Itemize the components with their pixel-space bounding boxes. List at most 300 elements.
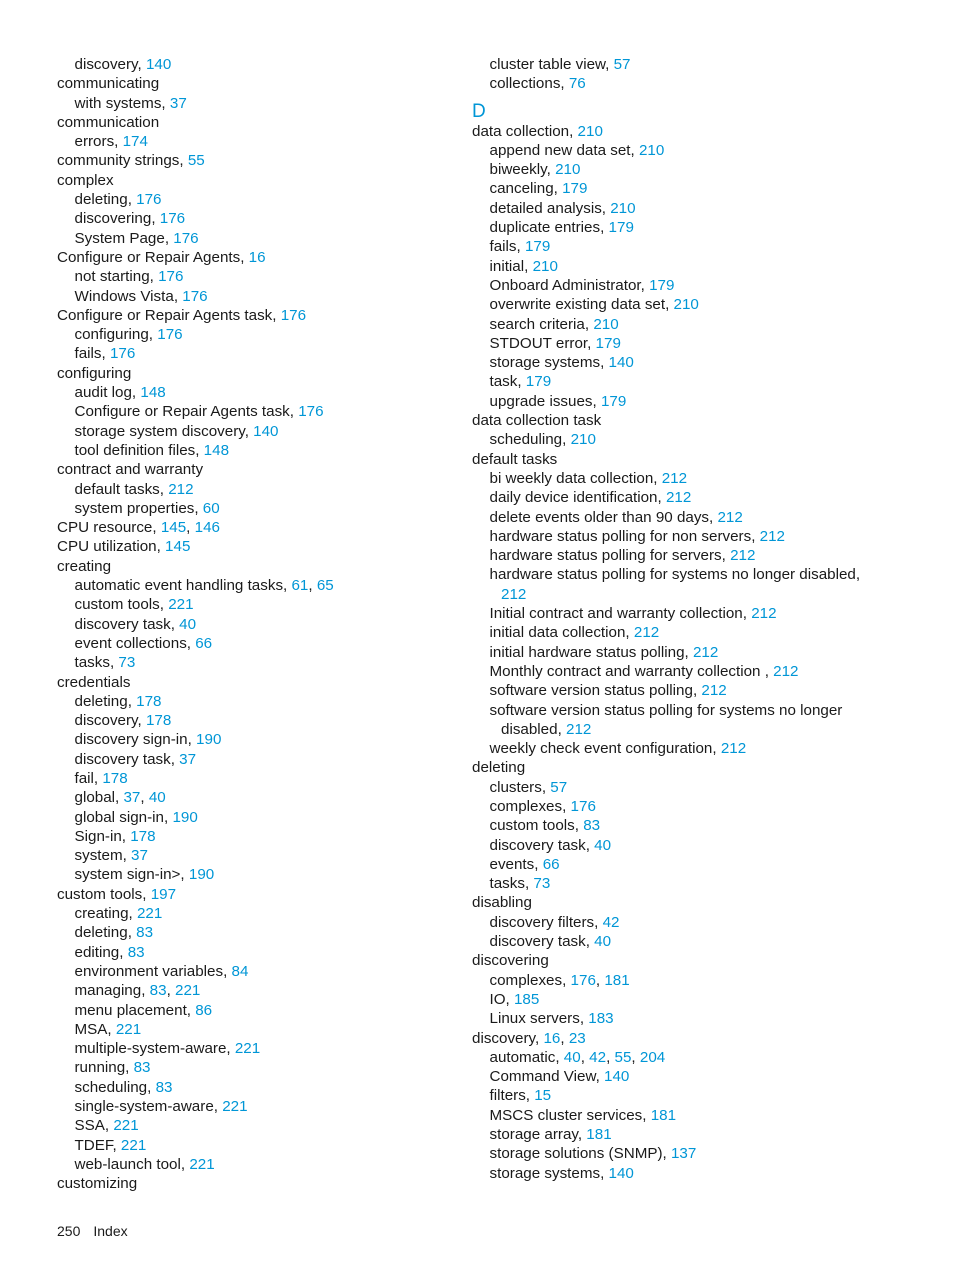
- index-subentry: [472, 1106, 892, 1125]
- page-link[interactable]: 16: [248, 248, 266, 266]
- index-subentry: [57, 653, 477, 672]
- page-link[interactable]: 40: [563, 1048, 581, 1066]
- page-link[interactable]: 179: [595, 334, 621, 352]
- page-link[interactable]: 212: [751, 605, 777, 623]
- page-link[interactable]: 146: [194, 519, 220, 537]
- index-term: software version status polling,: [489, 682, 702, 700]
- index-term: hardware status polling for servers,: [489, 547, 731, 565]
- index-term: discovery filters,: [489, 913, 603, 931]
- index-subentry: [472, 836, 892, 855]
- page-link[interactable]: 176: [570, 971, 596, 989]
- index-term: STDOUT error,: [489, 334, 596, 352]
- index-term: storage array,: [489, 1126, 587, 1144]
- index-term: Linux servers,: [489, 1010, 589, 1028]
- page-link[interactable]: 210: [570, 431, 596, 449]
- index-subentry: [57, 962, 477, 981]
- page-link[interactable]: 37: [169, 94, 187, 112]
- page-link[interactable]: 137: [670, 1145, 697, 1163]
- index-term: system,: [74, 847, 132, 865]
- index-term: errors,: [74, 133, 123, 151]
- index-subentry: [57, 499, 477, 518]
- index-subentry: [57, 943, 477, 962]
- index-term: scheduling,: [489, 431, 571, 449]
- section-letter-text: D: [472, 100, 486, 122]
- index-term: data collection task: [472, 412, 602, 430]
- index-term: Configure or Repair Agents,: [57, 248, 249, 266]
- index-entry: CPU resource, 145, 146: [57, 519, 220, 537]
- index-term: configuring: [57, 364, 132, 382]
- page-link[interactable]: 179: [608, 219, 634, 237]
- page-link[interactable]: 176: [173, 229, 199, 247]
- index-subentry: [472, 604, 892, 623]
- page-link[interactable]: 210: [610, 199, 636, 217]
- index-subentry: [57, 615, 477, 634]
- index-term: fails,: [74, 345, 110, 363]
- page-link[interactable]: 83: [583, 817, 601, 835]
- index-term: automatic,: [489, 1048, 564, 1066]
- index-term: discovery task,: [74, 615, 180, 633]
- index-subentry: [57, 1039, 477, 1058]
- index-term: append new data set,: [489, 141, 639, 159]
- page-link[interactable]: 176: [159, 210, 186, 228]
- index-term: Monthly contract and warranty collection ,: [489, 662, 774, 680]
- index-term: managing,: [74, 982, 150, 1000]
- page-link[interactable]: 176: [157, 326, 183, 344]
- page-link[interactable]: 212: [701, 682, 727, 700]
- index-term: running,: [74, 1059, 134, 1077]
- index-subentry: [57, 865, 477, 884]
- index-subentry: [57, 383, 477, 402]
- index-term: deleting,: [74, 191, 137, 209]
- index-term: clusters,: [489, 778, 551, 796]
- index-term: configuring,: [74, 326, 158, 344]
- index-entry: [57, 557, 477, 576]
- index-subentry: [472, 353, 892, 372]
- index-subentry: [57, 1020, 477, 1039]
- index-subentry: [472, 276, 892, 295]
- index-subentry: [57, 923, 477, 942]
- index-term: system sign-in>,: [74, 866, 189, 884]
- index-term: Configure or Repair Agents task,: [57, 306, 281, 324]
- index-subentry: [472, 199, 892, 218]
- page-link[interactable]: 84: [231, 962, 249, 980]
- page-link[interactable]: 61: [291, 577, 309, 595]
- page-link[interactable]: 210: [638, 141, 665, 159]
- index-subentry: [472, 565, 892, 584]
- page-link[interactable]: 15: [534, 1087, 552, 1105]
- index-term: complexes,: [489, 797, 571, 815]
- index-column-right: [472, 55, 892, 1183]
- index-term: discovering,: [74, 210, 160, 228]
- index-subentry: [472, 1144, 892, 1163]
- page-link[interactable]: 212: [717, 508, 743, 526]
- page-link[interactable]: 42: [589, 1048, 607, 1066]
- index-term: discovery,: [74, 56, 146, 73]
- index-entry: [472, 411, 892, 430]
- page-link[interactable]: 140: [145, 56, 172, 73]
- index-subentry: [472, 488, 892, 507]
- index-subentry: global, 37, 40: [74, 789, 166, 807]
- page-link[interactable]: 57: [613, 56, 631, 73]
- index-subentry: [57, 904, 477, 923]
- page-link[interactable]: 183: [588, 1010, 614, 1028]
- index-entry: [57, 673, 477, 692]
- index-subentry: [472, 218, 892, 237]
- index-term: tool definition files,: [74, 441, 204, 459]
- index-subentry: [472, 392, 892, 411]
- index-term: upgrade issues,: [489, 392, 601, 410]
- index-term: discovery,: [472, 1029, 544, 1047]
- page-link[interactable]: 37: [123, 789, 141, 807]
- page-link[interactable]: 212: [566, 720, 592, 738]
- index-subentry: automatic, 40, 42, 55, 204: [489, 1048, 666, 1066]
- page-link[interactable]: 179: [524, 238, 551, 256]
- index-subentry: managing, 83, 221: [74, 982, 201, 1000]
- page-link[interactable]: 42: [602, 913, 620, 931]
- index-subentry: [472, 315, 892, 334]
- index-term: communication: [57, 113, 160, 131]
- page-link[interactable]: 40: [179, 615, 197, 633]
- index-subentry: [57, 846, 477, 865]
- page-link[interactable]: 174: [122, 133, 148, 151]
- index-term: software version status polling for systems no longer: [489, 701, 843, 719]
- page-link[interactable]: 181: [650, 1106, 677, 1124]
- index-entry-continuation: [472, 720, 892, 739]
- index-term: daily device identification,: [489, 489, 666, 507]
- index-subentry: [472, 1009, 892, 1028]
- page-link[interactable]: 65: [316, 577, 334, 595]
- index-term: SSA,: [74, 1117, 114, 1135]
- index-term: communicating: [57, 75, 160, 93]
- index-term: cluster table view,: [489, 56, 614, 73]
- index-subentry: [472, 372, 892, 391]
- index-term: initial data collection,: [489, 624, 634, 642]
- index-term: discovering: [472, 952, 549, 970]
- page-link[interactable]: 212: [773, 662, 799, 680]
- page-link[interactable]: 176: [280, 306, 307, 324]
- page-link[interactable]: 221: [175, 982, 201, 1000]
- page-link[interactable]: 60: [202, 499, 220, 517]
- page-link[interactable]: 221: [189, 1155, 215, 1173]
- page-link[interactable]: 210: [577, 122, 603, 140]
- index-term: discovery task,: [489, 836, 595, 854]
- index-entry: discovery, 16, 23: [472, 1029, 586, 1047]
- index-subentry: [57, 711, 477, 730]
- index-term: with systems,: [74, 94, 170, 112]
- index-term: Configure or Repair Agents task,: [74, 403, 299, 421]
- index-term: search criteria,: [489, 315, 594, 333]
- index-subentry: [472, 990, 892, 1009]
- index-entry: [472, 758, 892, 777]
- index-term: creating,: [74, 905, 137, 923]
- page-link[interactable]: 83: [155, 1078, 173, 1096]
- index-term: biweekly,: [489, 161, 556, 179]
- index-entry: [57, 1174, 477, 1193]
- page-link[interactable]: 181: [586, 1126, 612, 1144]
- index-subentry: [57, 325, 477, 344]
- page-link[interactable]: 176: [298, 403, 324, 421]
- index-subentry: [472, 55, 892, 74]
- page-link[interactable]: 221: [234, 1040, 261, 1058]
- index-term: Sign-in,: [74, 827, 131, 845]
- index-entry: [57, 364, 477, 383]
- index-term: custom tools,: [74, 596, 169, 614]
- index-term: initial,: [489, 257, 533, 275]
- index-subentry: [57, 209, 477, 228]
- index-term: event collections,: [74, 634, 196, 652]
- page-link[interactable]: 179: [525, 373, 552, 391]
- index-term: System Page,: [74, 229, 174, 247]
- index-term: default tasks,: [74, 480, 169, 498]
- index-term: events,: [489, 855, 543, 873]
- page-link[interactable]: 140: [253, 422, 279, 440]
- page-link[interactable]: 190: [188, 866, 215, 884]
- index-term: deleting,: [74, 692, 137, 710]
- page-link[interactable]: 210: [673, 296, 699, 314]
- page-link[interactable]: 83: [127, 943, 145, 961]
- index-term: discovery sign-in,: [74, 731, 197, 749]
- page-link[interactable]: 148: [140, 384, 166, 402]
- index-term: CPU resource,: [57, 519, 161, 537]
- page-link[interactable]: 76: [568, 75, 586, 93]
- index-term: hardware status polling for systems no longer disabled,: [489, 566, 861, 584]
- index-term: deleting,: [74, 924, 137, 942]
- index-subentry: [57, 190, 477, 209]
- index-term: complexes,: [489, 971, 571, 989]
- index-subentry: [472, 816, 892, 835]
- page-link[interactable]: 55: [187, 152, 205, 170]
- page-link[interactable]: 16: [543, 1029, 561, 1047]
- index-term: task,: [489, 373, 526, 391]
- page-link[interactable]: 212: [633, 624, 660, 642]
- page-link[interactable]: 197: [150, 885, 177, 903]
- index-subentry: [472, 160, 892, 179]
- index-subentry: [57, 94, 477, 113]
- index-subentry: [57, 132, 477, 151]
- index-subentry: [472, 797, 892, 816]
- page-link[interactable]: 148: [203, 441, 230, 459]
- index-term: fail,: [74, 769, 103, 787]
- index-subentry: [57, 1078, 477, 1097]
- index-term: custom tools,: [489, 817, 584, 835]
- page-link[interactable]: 181: [604, 971, 630, 989]
- index-term: collections,: [489, 75, 569, 93]
- index-subentry: [472, 1164, 892, 1183]
- page-link[interactable]: 23: [568, 1029, 586, 1047]
- index-term: discovery task,: [74, 750, 180, 768]
- index-term: system properties,: [74, 499, 203, 517]
- index-subentry: [57, 1001, 477, 1020]
- page-link[interactable]: 83: [136, 924, 154, 942]
- index-term: IO,: [489, 990, 514, 1008]
- index-entry: [57, 885, 477, 904]
- index-term: global,: [74, 789, 124, 807]
- index-term: bi weekly data collection,: [489, 469, 662, 487]
- index-subentry: [57, 750, 477, 769]
- section-letter: [472, 102, 892, 121]
- index-term: hardware status polling for non servers,: [489, 527, 760, 545]
- index-term: complex: [57, 171, 114, 189]
- index-subentry: automatic event handling tasks, 61, 65: [74, 577, 334, 595]
- page-link[interactable]: 212: [501, 585, 527, 603]
- page-link[interactable]: 178: [130, 827, 156, 845]
- page-link[interactable]: 176: [109, 345, 136, 363]
- page-link[interactable]: 176: [570, 797, 596, 815]
- index-term: menu placement,: [74, 1001, 196, 1019]
- index-term: TDEF,: [74, 1136, 121, 1154]
- index-subentry: [472, 1067, 892, 1086]
- index-subentry: [57, 480, 477, 499]
- index-entry: [57, 537, 477, 556]
- index-subentry: [472, 74, 892, 93]
- page-link[interactable]: 221: [113, 1117, 139, 1135]
- index-subentry: [57, 1136, 477, 1155]
- page-link[interactable]: 179: [562, 180, 588, 198]
- page-link[interactable]: 40: [594, 836, 612, 854]
- index-term: contract and warranty: [57, 461, 204, 479]
- page-link[interactable]: 212: [692, 643, 719, 661]
- index-entry: [57, 306, 477, 325]
- index-entry: [472, 951, 892, 970]
- index-term: Windows Vista,: [74, 287, 183, 305]
- index-entry: [57, 171, 477, 190]
- page-link[interactable]: 40: [594, 933, 612, 951]
- page-link[interactable]: 66: [542, 855, 560, 873]
- page-link[interactable]: 178: [145, 712, 172, 730]
- index-term: not starting,: [74, 268, 159, 286]
- page-link[interactable]: 176: [182, 287, 208, 305]
- page-link[interactable]: 176: [158, 268, 184, 286]
- page-link[interactable]: 221: [115, 1020, 142, 1038]
- index-entry: [57, 113, 477, 132]
- index-subentry: [472, 932, 892, 951]
- index-term: Initial contract and warranty collection,: [489, 605, 752, 623]
- index-term: web-launch tool,: [74, 1155, 190, 1173]
- page-link[interactable]: 37: [131, 847, 148, 865]
- index-term: filters,: [489, 1087, 535, 1105]
- page-link[interactable]: 204: [639, 1048, 666, 1066]
- index-subentry: [57, 1116, 477, 1135]
- page-link[interactable]: 210: [532, 257, 558, 275]
- index-subentry: [57, 730, 477, 749]
- page-link[interactable]: 73: [533, 875, 551, 893]
- index-subentry: [57, 827, 477, 846]
- page-link[interactable]: 221: [120, 1136, 147, 1154]
- page-link[interactable]: 140: [604, 1068, 630, 1086]
- page-footer: [57, 1222, 128, 1240]
- index-subentry: [472, 855, 892, 874]
- page-link[interactable]: 55: [614, 1048, 632, 1066]
- page-link[interactable]: 40: [148, 789, 166, 807]
- index-subentry: [57, 1155, 477, 1174]
- index-term: disabling: [472, 894, 532, 912]
- index-term: storage systems,: [489, 354, 609, 372]
- index-term: CPU utilization,: [57, 538, 166, 556]
- index-subentry: [57, 1058, 477, 1077]
- index-subentry: [472, 681, 892, 700]
- index-term: initial hardware status polling,: [489, 643, 693, 661]
- index-term: credentials: [57, 673, 131, 691]
- index-entry: [57, 151, 477, 170]
- page-link[interactable]: 212: [168, 480, 194, 498]
- page-link[interactable]: 190: [196, 731, 222, 749]
- index-subentry: [472, 257, 892, 276]
- index-term: duplicate entries,: [489, 219, 609, 237]
- page-link[interactable]: 212: [661, 469, 688, 487]
- page-link[interactable]: 210: [593, 315, 619, 333]
- index-subentry: [472, 701, 892, 720]
- index-subentry: complexes, 176, 181: [489, 971, 630, 989]
- index-term: discovery,: [74, 712, 146, 730]
- index-entry: [472, 122, 892, 141]
- index-term: audit log,: [74, 384, 141, 402]
- index-subentry: [57, 1097, 477, 1116]
- index-term: MSA,: [74, 1020, 116, 1038]
- index-subentry: [472, 662, 892, 681]
- page-link[interactable]: 176: [136, 191, 162, 209]
- page-link[interactable]: 221: [222, 1098, 248, 1116]
- page-link[interactable]: 178: [102, 769, 128, 787]
- index-term: fails,: [489, 238, 525, 256]
- page-link[interactable]: 83: [149, 982, 167, 1000]
- page-link[interactable]: 190: [172, 808, 198, 826]
- page-link[interactable]: 37: [179, 750, 197, 768]
- index-subentry: [57, 808, 477, 827]
- page-link[interactable]: 221: [136, 905, 163, 923]
- page-link[interactable]: 83: [133, 1059, 151, 1077]
- index-term: detailed analysis,: [489, 199, 611, 217]
- index-subentry: [472, 643, 892, 662]
- index-term: environment variables,: [74, 962, 232, 980]
- index-term: disabled,: [501, 720, 567, 738]
- index-term: discovery task,: [489, 933, 595, 951]
- page-link[interactable]: 140: [608, 354, 634, 372]
- index-subentry: [57, 229, 477, 248]
- page-link[interactable]: 86: [195, 1001, 213, 1019]
- index-term: customizing: [57, 1175, 138, 1193]
- index-subentry: [472, 1125, 892, 1144]
- page-link[interactable]: 221: [168, 596, 194, 614]
- index-term: delete events older than 90 days,: [489, 508, 718, 526]
- page-link[interactable]: 178: [136, 692, 162, 710]
- page-link[interactable]: 66: [195, 634, 213, 652]
- index-subentry: [57, 267, 477, 286]
- page-link[interactable]: 179: [600, 392, 627, 410]
- index-subentry: [472, 778, 892, 797]
- page-link[interactable]: 212: [720, 740, 747, 758]
- page-link[interactable]: 179: [649, 276, 675, 294]
- page-link[interactable]: 145: [165, 538, 191, 556]
- index-entry: [57, 74, 477, 93]
- page-link[interactable]: 73: [118, 654, 136, 672]
- page-link[interactable]: 212: [730, 547, 756, 565]
- page-link[interactable]: 185: [513, 990, 540, 1008]
- index-term: custom tools,: [57, 885, 151, 903]
- index-subentry: [472, 237, 892, 256]
- page-link[interactable]: 212: [759, 527, 785, 545]
- index-subentry: [57, 441, 477, 460]
- index-subentry: [472, 430, 892, 449]
- index-subentry: [472, 141, 892, 160]
- page-link[interactable]: 145: [160, 519, 187, 537]
- index-subentry: [472, 295, 892, 314]
- page-link[interactable]: 140: [608, 1164, 634, 1182]
- page-link[interactable]: 212: [665, 489, 692, 507]
- page-link[interactable]: 210: [555, 161, 581, 179]
- page-link[interactable]: 57: [550, 778, 568, 796]
- index-subentry: [57, 344, 477, 363]
- index-entry: [57, 248, 477, 267]
